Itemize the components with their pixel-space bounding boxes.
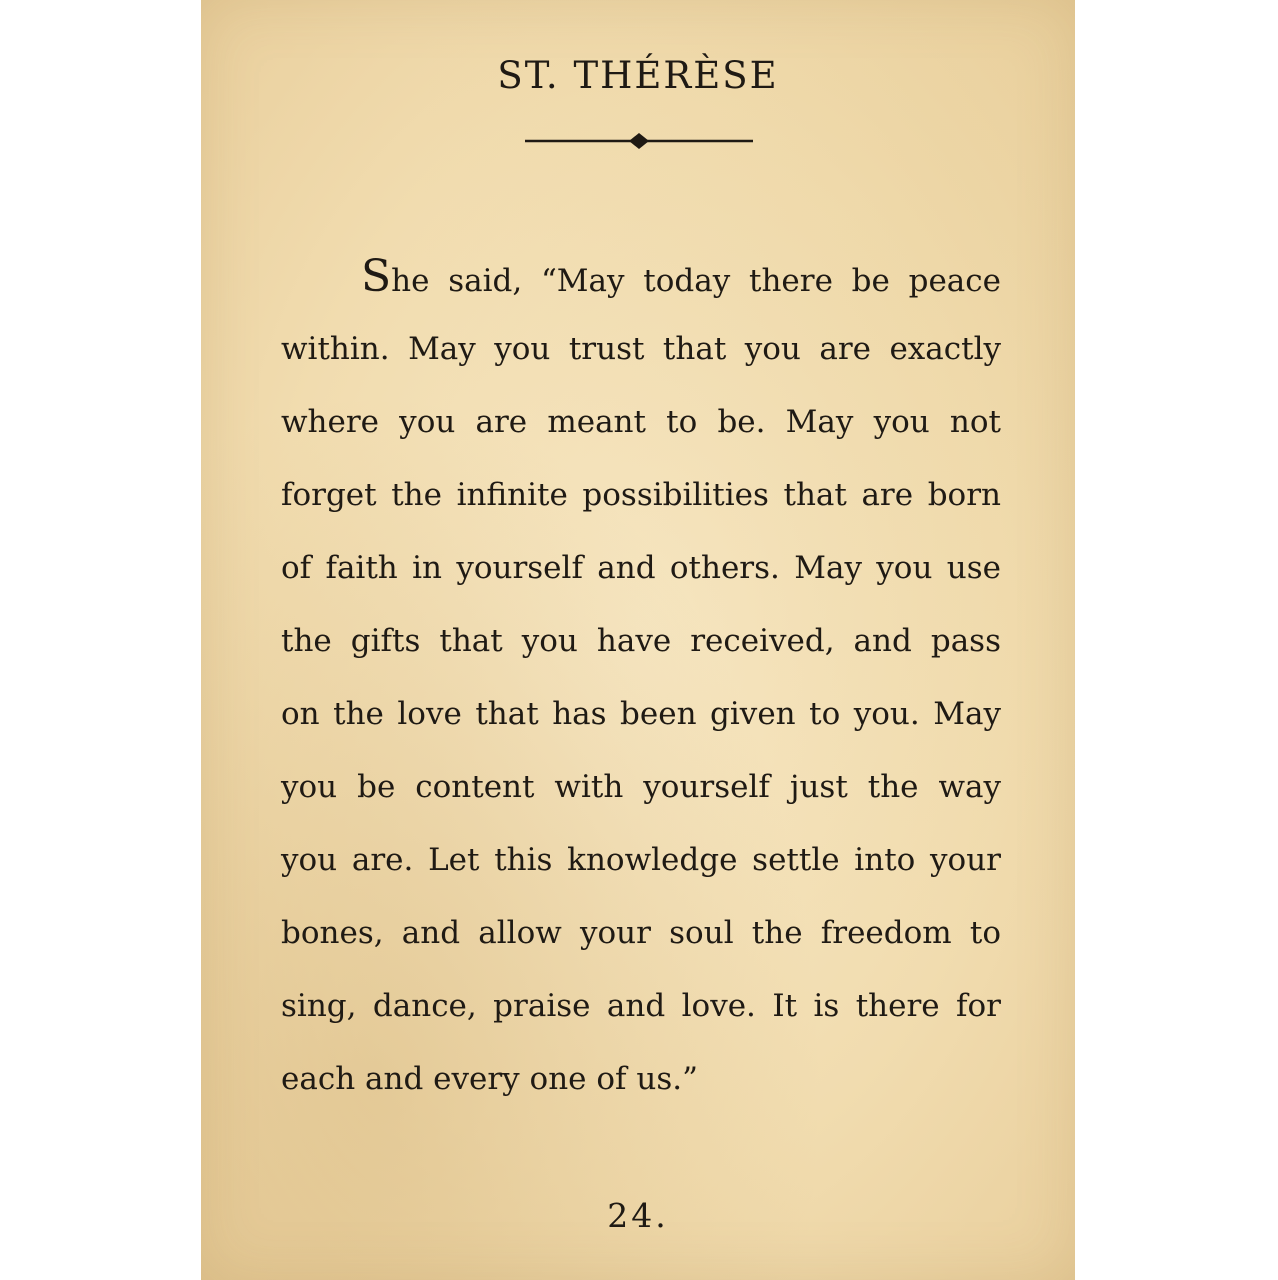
quote-line: where you are meant to be. May you not bbox=[281, 404, 1001, 440]
divider-ornament bbox=[525, 128, 753, 154]
page-title: ST. THÉRÈSE bbox=[497, 54, 779, 97]
quote-line: the gifts that you have received, and pass bbox=[281, 623, 1001, 659]
drop-cap: S bbox=[361, 251, 392, 302]
quote-line: each and every one of us.” bbox=[281, 1061, 698, 1097]
quote-line: of faith in yourself and others. May you use bbox=[281, 550, 1001, 586]
quote-body bbox=[281, 240, 1001, 1116]
quote-line: within. May you trust that you are exactly bbox=[281, 331, 1001, 367]
quote-line: you are. Let this knowledge settle into your bbox=[281, 842, 1001, 878]
quote-line: sing, dance, praise and love. It is there for bbox=[281, 988, 1001, 1024]
quote-line-text: he said, “May today there be peace bbox=[391, 263, 1001, 299]
quote-line: forget the infinite possibilities that are born bbox=[281, 477, 1001, 513]
quote-line: you be content with yourself just the way bbox=[281, 769, 1001, 805]
page-number: 24. bbox=[607, 1196, 669, 1235]
quote-line: bones, and allow your soul the freedom to bbox=[281, 915, 1001, 951]
quote-line: on the love that has been given to you. May bbox=[281, 696, 1001, 732]
book-page bbox=[201, 0, 1075, 1280]
quote-line bbox=[281, 240, 1001, 313]
